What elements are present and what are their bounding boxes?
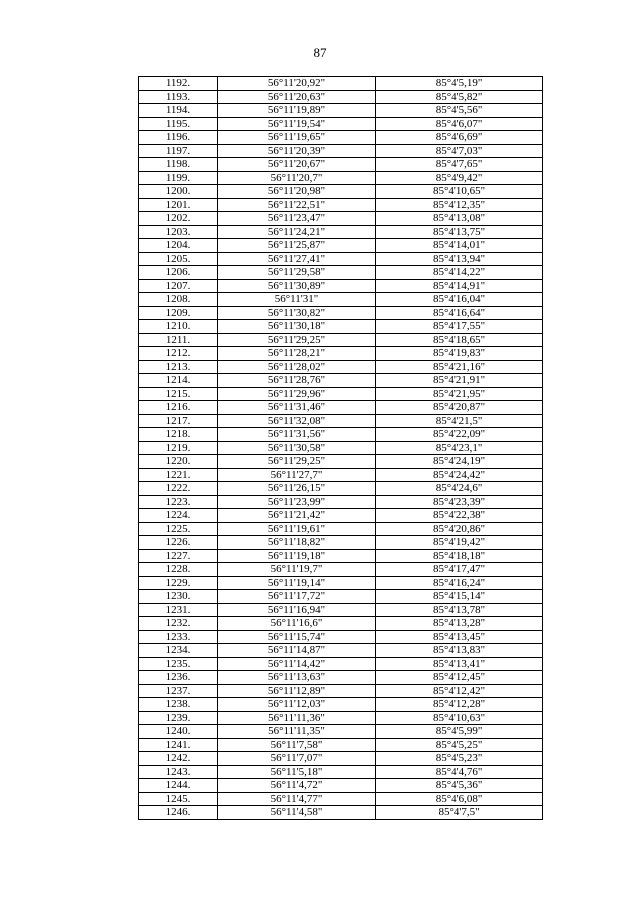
point-number-cell: 1233. bbox=[139, 630, 218, 644]
latitude-cell: 56°11'5,18" bbox=[218, 765, 376, 779]
longitude-cell: 85°4'6,08" bbox=[376, 792, 543, 806]
point-number-cell: 1244. bbox=[139, 779, 218, 793]
table-row bbox=[139, 171, 543, 185]
latitude-cell: 56°11'16,6" bbox=[218, 617, 376, 631]
latitude-cell: 56°11'28,76" bbox=[218, 374, 376, 388]
latitude-cell: 56°11'19,54" bbox=[218, 117, 376, 131]
latitude-cell: 56°11'14,87" bbox=[218, 644, 376, 658]
latitude-cell: 56°11'19,14" bbox=[218, 576, 376, 590]
table-row bbox=[139, 644, 543, 658]
table-row bbox=[139, 549, 543, 563]
table-row bbox=[139, 90, 543, 104]
longitude-cell: 85°4'4,76" bbox=[376, 765, 543, 779]
latitude-cell: 56°11'29,58" bbox=[218, 266, 376, 280]
table-row bbox=[139, 725, 543, 739]
point-number-cell: 1226. bbox=[139, 536, 218, 550]
longitude-cell: 85°4'17,55" bbox=[376, 320, 543, 334]
point-number-cell: 1242. bbox=[139, 752, 218, 766]
longitude-cell: 85°4'21,16" bbox=[376, 360, 543, 374]
table-row bbox=[139, 603, 543, 617]
table-row bbox=[139, 401, 543, 415]
point-number-cell: 1241. bbox=[139, 738, 218, 752]
table-row bbox=[139, 657, 543, 671]
point-number-cell: 1223. bbox=[139, 495, 218, 509]
latitude-cell: 56°11'20,39" bbox=[218, 144, 376, 158]
latitude-cell: 56°11'11,35" bbox=[218, 725, 376, 739]
longitude-cell: 85°4'7,65" bbox=[376, 158, 543, 172]
latitude-cell: 56°11'31,56" bbox=[218, 428, 376, 442]
table-row bbox=[139, 360, 543, 374]
longitude-cell: 85°4'5,25" bbox=[376, 738, 543, 752]
table-row bbox=[139, 293, 543, 307]
point-number-cell: 1194. bbox=[139, 104, 218, 118]
latitude-cell: 56°11'19,89" bbox=[218, 104, 376, 118]
table-row bbox=[139, 320, 543, 334]
point-number-cell: 1238. bbox=[139, 698, 218, 712]
longitude-cell: 85°4'6,07" bbox=[376, 117, 543, 131]
table-row bbox=[139, 563, 543, 577]
latitude-cell: 56°11'12,89" bbox=[218, 684, 376, 698]
longitude-cell: 85°4'6,69" bbox=[376, 131, 543, 145]
point-number-cell: 1201. bbox=[139, 198, 218, 212]
table-row bbox=[139, 158, 543, 172]
table-row bbox=[139, 225, 543, 239]
longitude-cell: 85°4'7,5" bbox=[376, 806, 543, 820]
table-row bbox=[139, 671, 543, 685]
point-number-cell: 1245. bbox=[139, 792, 218, 806]
latitude-cell: 56°11'30,18" bbox=[218, 320, 376, 334]
point-number-cell: 1228. bbox=[139, 563, 218, 577]
table-row bbox=[139, 131, 543, 145]
point-number-cell: 1209. bbox=[139, 306, 218, 320]
point-number-cell: 1207. bbox=[139, 279, 218, 293]
table-row bbox=[139, 279, 543, 293]
point-number-cell: 1227. bbox=[139, 549, 218, 563]
point-number-cell: 1246. bbox=[139, 806, 218, 820]
latitude-cell: 56°11'20,98" bbox=[218, 185, 376, 199]
longitude-cell: 85°4'15,14" bbox=[376, 590, 543, 604]
latitude-cell: 56°11'18,82" bbox=[218, 536, 376, 550]
point-number-cell: 1220. bbox=[139, 455, 218, 469]
point-number-cell: 1206. bbox=[139, 266, 218, 280]
table-row bbox=[139, 117, 543, 131]
point-number-cell: 1192. bbox=[139, 77, 218, 91]
point-number-cell: 1240. bbox=[139, 725, 218, 739]
longitude-cell: 85°4'24,19" bbox=[376, 455, 543, 469]
table-row bbox=[139, 333, 543, 347]
point-number-cell: 1200. bbox=[139, 185, 218, 199]
latitude-cell: 56°11'17,72" bbox=[218, 590, 376, 604]
latitude-cell: 56°11'30,82" bbox=[218, 306, 376, 320]
coordinates-table-body bbox=[139, 77, 543, 820]
point-number-cell: 1198. bbox=[139, 158, 218, 172]
latitude-cell: 56°11'30,89" bbox=[218, 279, 376, 293]
longitude-cell: 85°4'12,45" bbox=[376, 671, 543, 685]
table-row bbox=[139, 698, 543, 712]
longitude-cell: 85°4'13,08" bbox=[376, 212, 543, 226]
table-row bbox=[139, 590, 543, 604]
latitude-cell: 56°11'29,25" bbox=[218, 455, 376, 469]
longitude-cell: 85°4'16,04" bbox=[376, 293, 543, 307]
longitude-cell: 85°4'19,83" bbox=[376, 347, 543, 361]
table-row bbox=[139, 198, 543, 212]
longitude-cell: 85°4'13,45" bbox=[376, 630, 543, 644]
latitude-cell: 56°11'7,07" bbox=[218, 752, 376, 766]
table-row bbox=[139, 522, 543, 536]
longitude-cell: 85°4'14,91" bbox=[376, 279, 543, 293]
table-row bbox=[139, 765, 543, 779]
point-number-cell: 1203. bbox=[139, 225, 218, 239]
table-row bbox=[139, 306, 543, 320]
point-number-cell: 1193. bbox=[139, 90, 218, 104]
latitude-cell: 56°11'23,99" bbox=[218, 495, 376, 509]
latitude-cell: 56°11'16,94" bbox=[218, 603, 376, 617]
longitude-cell: 85°4'18,18" bbox=[376, 549, 543, 563]
latitude-cell: 56°11'32,08" bbox=[218, 414, 376, 428]
latitude-cell: 56°11'12,03" bbox=[218, 698, 376, 712]
longitude-cell: 85°4'22,09" bbox=[376, 428, 543, 442]
longitude-cell: 85°4'21,5" bbox=[376, 414, 543, 428]
table-row bbox=[139, 509, 543, 523]
point-number-cell: 1208. bbox=[139, 293, 218, 307]
longitude-cell: 85°4'13,94" bbox=[376, 252, 543, 266]
point-number-cell: 1232. bbox=[139, 617, 218, 631]
latitude-cell: 56°11'31,46" bbox=[218, 401, 376, 415]
longitude-cell: 85°4'24,42" bbox=[376, 468, 543, 482]
table-row bbox=[139, 441, 543, 455]
latitude-cell: 56°11'13,63" bbox=[218, 671, 376, 685]
longitude-cell: 85°4'16,24" bbox=[376, 576, 543, 590]
table-row bbox=[139, 617, 543, 631]
point-number-cell: 1236. bbox=[139, 671, 218, 685]
latitude-cell: 56°11'22,51" bbox=[218, 198, 376, 212]
table-row bbox=[139, 252, 543, 266]
latitude-cell: 56°11'20,63" bbox=[218, 90, 376, 104]
longitude-cell: 85°4'12,28" bbox=[376, 698, 543, 712]
longitude-cell: 85°4'5,19" bbox=[376, 77, 543, 91]
point-number-cell: 1218. bbox=[139, 428, 218, 442]
longitude-cell: 85°4'17,47" bbox=[376, 563, 543, 577]
point-number-cell: 1210. bbox=[139, 320, 218, 334]
latitude-cell: 56°11'25,87" bbox=[218, 239, 376, 253]
longitude-cell: 85°4'5,82" bbox=[376, 90, 543, 104]
latitude-cell: 56°11'7,58" bbox=[218, 738, 376, 752]
longitude-cell: 85°4'5,56" bbox=[376, 104, 543, 118]
table-row bbox=[139, 185, 543, 199]
point-number-cell: 1211. bbox=[139, 333, 218, 347]
point-number-cell: 1212. bbox=[139, 347, 218, 361]
longitude-cell: 85°4'9,42" bbox=[376, 171, 543, 185]
latitude-cell: 56°11'4,58" bbox=[218, 806, 376, 820]
point-number-cell: 1239. bbox=[139, 711, 218, 725]
latitude-cell: 56°11'4,72" bbox=[218, 779, 376, 793]
point-number-cell: 1215. bbox=[139, 387, 218, 401]
longitude-cell: 85°4'23,1" bbox=[376, 441, 543, 455]
latitude-cell: 56°11'20,92" bbox=[218, 77, 376, 91]
point-number-cell: 1231. bbox=[139, 603, 218, 617]
table-row bbox=[139, 806, 543, 820]
point-number-cell: 1196. bbox=[139, 131, 218, 145]
longitude-cell: 85°4'7,03" bbox=[376, 144, 543, 158]
point-number-cell: 1195. bbox=[139, 117, 218, 131]
point-number-cell: 1205. bbox=[139, 252, 218, 266]
table-row bbox=[139, 576, 543, 590]
table-row bbox=[139, 455, 543, 469]
longitude-cell: 85°4'21,91" bbox=[376, 374, 543, 388]
longitude-cell: 85°4'16,64" bbox=[376, 306, 543, 320]
longitude-cell: 85°4'5,36" bbox=[376, 779, 543, 793]
longitude-cell: 85°4'23,39" bbox=[376, 495, 543, 509]
point-number-cell: 1229. bbox=[139, 576, 218, 590]
table-row bbox=[139, 212, 543, 226]
point-number-cell: 1221. bbox=[139, 468, 218, 482]
latitude-cell: 56°11'19,65" bbox=[218, 131, 376, 145]
longitude-cell: 85°4'13,41" bbox=[376, 657, 543, 671]
latitude-cell: 56°11'31" bbox=[218, 293, 376, 307]
table-row bbox=[139, 684, 543, 698]
point-number-cell: 1199. bbox=[139, 171, 218, 185]
longitude-cell: 85°4'13,78" bbox=[376, 603, 543, 617]
latitude-cell: 56°11'19,7" bbox=[218, 563, 376, 577]
latitude-cell: 56°11'27,7" bbox=[218, 468, 376, 482]
table-row bbox=[139, 792, 543, 806]
table-row bbox=[139, 347, 543, 361]
point-number-cell: 1225. bbox=[139, 522, 218, 536]
table-row bbox=[139, 266, 543, 280]
latitude-cell: 56°11'20,7" bbox=[218, 171, 376, 185]
table-row bbox=[139, 428, 543, 442]
longitude-cell: 85°4'20,86" bbox=[376, 522, 543, 536]
coordinates-table bbox=[138, 76, 543, 820]
point-number-cell: 1202. bbox=[139, 212, 218, 226]
table-row bbox=[139, 387, 543, 401]
latitude-cell: 56°11'28,02" bbox=[218, 360, 376, 374]
table-row bbox=[139, 738, 543, 752]
table-row bbox=[139, 144, 543, 158]
table-row bbox=[139, 711, 543, 725]
latitude-cell: 56°11'21,42" bbox=[218, 509, 376, 523]
latitude-cell: 56°11'14,42" bbox=[218, 657, 376, 671]
latitude-cell: 56°11'30,58" bbox=[218, 441, 376, 455]
latitude-cell: 56°11'29,96" bbox=[218, 387, 376, 401]
latitude-cell: 56°11'19,18" bbox=[218, 549, 376, 563]
point-number-cell: 1217. bbox=[139, 414, 218, 428]
latitude-cell: 56°11'11,36" bbox=[218, 711, 376, 725]
table-row bbox=[139, 495, 543, 509]
table-row bbox=[139, 468, 543, 482]
table-row bbox=[139, 536, 543, 550]
latitude-cell: 56°11'15,74" bbox=[218, 630, 376, 644]
table-row bbox=[139, 104, 543, 118]
point-number-cell: 1243. bbox=[139, 765, 218, 779]
point-number-cell: 1214. bbox=[139, 374, 218, 388]
point-number-cell: 1235. bbox=[139, 657, 218, 671]
longitude-cell: 85°4'12,42" bbox=[376, 684, 543, 698]
latitude-cell: 56°11'24,21" bbox=[218, 225, 376, 239]
point-number-cell: 1224. bbox=[139, 509, 218, 523]
table-row bbox=[139, 482, 543, 496]
longitude-cell: 85°4'22,38" bbox=[376, 509, 543, 523]
table-row bbox=[139, 414, 543, 428]
latitude-cell: 56°11'27,41" bbox=[218, 252, 376, 266]
latitude-cell: 56°11'28,21" bbox=[218, 347, 376, 361]
longitude-cell: 85°4'10,65" bbox=[376, 185, 543, 199]
longitude-cell: 85°4'14,22" bbox=[376, 266, 543, 280]
longitude-cell: 85°4'5,23" bbox=[376, 752, 543, 766]
latitude-cell: 56°11'29,25" bbox=[218, 333, 376, 347]
latitude-cell: 56°11'23,47" bbox=[218, 212, 376, 226]
table-row bbox=[139, 779, 543, 793]
point-number-cell: 1237. bbox=[139, 684, 218, 698]
longitude-cell: 85°4'18,65" bbox=[376, 333, 543, 347]
table-row bbox=[139, 77, 543, 91]
latitude-cell: 56°11'19,61" bbox=[218, 522, 376, 536]
point-number-cell: 1216. bbox=[139, 401, 218, 415]
longitude-cell: 85°4'12,35" bbox=[376, 198, 543, 212]
point-number-cell: 1204. bbox=[139, 239, 218, 253]
table-row bbox=[139, 239, 543, 253]
longitude-cell: 85°4'21,95" bbox=[376, 387, 543, 401]
longitude-cell: 85°4'13,28" bbox=[376, 617, 543, 631]
point-number-cell: 1234. bbox=[139, 644, 218, 658]
point-number-cell: 1197. bbox=[139, 144, 218, 158]
longitude-cell: 85°4'13,83" bbox=[376, 644, 543, 658]
page-number: 87 bbox=[313, 45, 327, 60]
longitude-cell: 85°4'10,63" bbox=[376, 711, 543, 725]
latitude-cell: 56°11'20,67" bbox=[218, 158, 376, 172]
longitude-cell: 85°4'5,99" bbox=[376, 725, 543, 739]
point-number-cell: 1213. bbox=[139, 360, 218, 374]
point-number-cell: 1230. bbox=[139, 590, 218, 604]
longitude-cell: 85°4'14,01" bbox=[376, 239, 543, 253]
point-number-cell: 1219. bbox=[139, 441, 218, 455]
longitude-cell: 85°4'13,75" bbox=[376, 225, 543, 239]
latitude-cell: 56°11'4,77" bbox=[218, 792, 376, 806]
longitude-cell: 85°4'24,6" bbox=[376, 482, 543, 496]
table-row bbox=[139, 630, 543, 644]
table-row bbox=[139, 374, 543, 388]
table-row bbox=[139, 752, 543, 766]
longitude-cell: 85°4'19,42" bbox=[376, 536, 543, 550]
longitude-cell: 85°4'20,87" bbox=[376, 401, 543, 415]
latitude-cell: 56°11'26,15" bbox=[218, 482, 376, 496]
point-number-cell: 1222. bbox=[139, 482, 218, 496]
